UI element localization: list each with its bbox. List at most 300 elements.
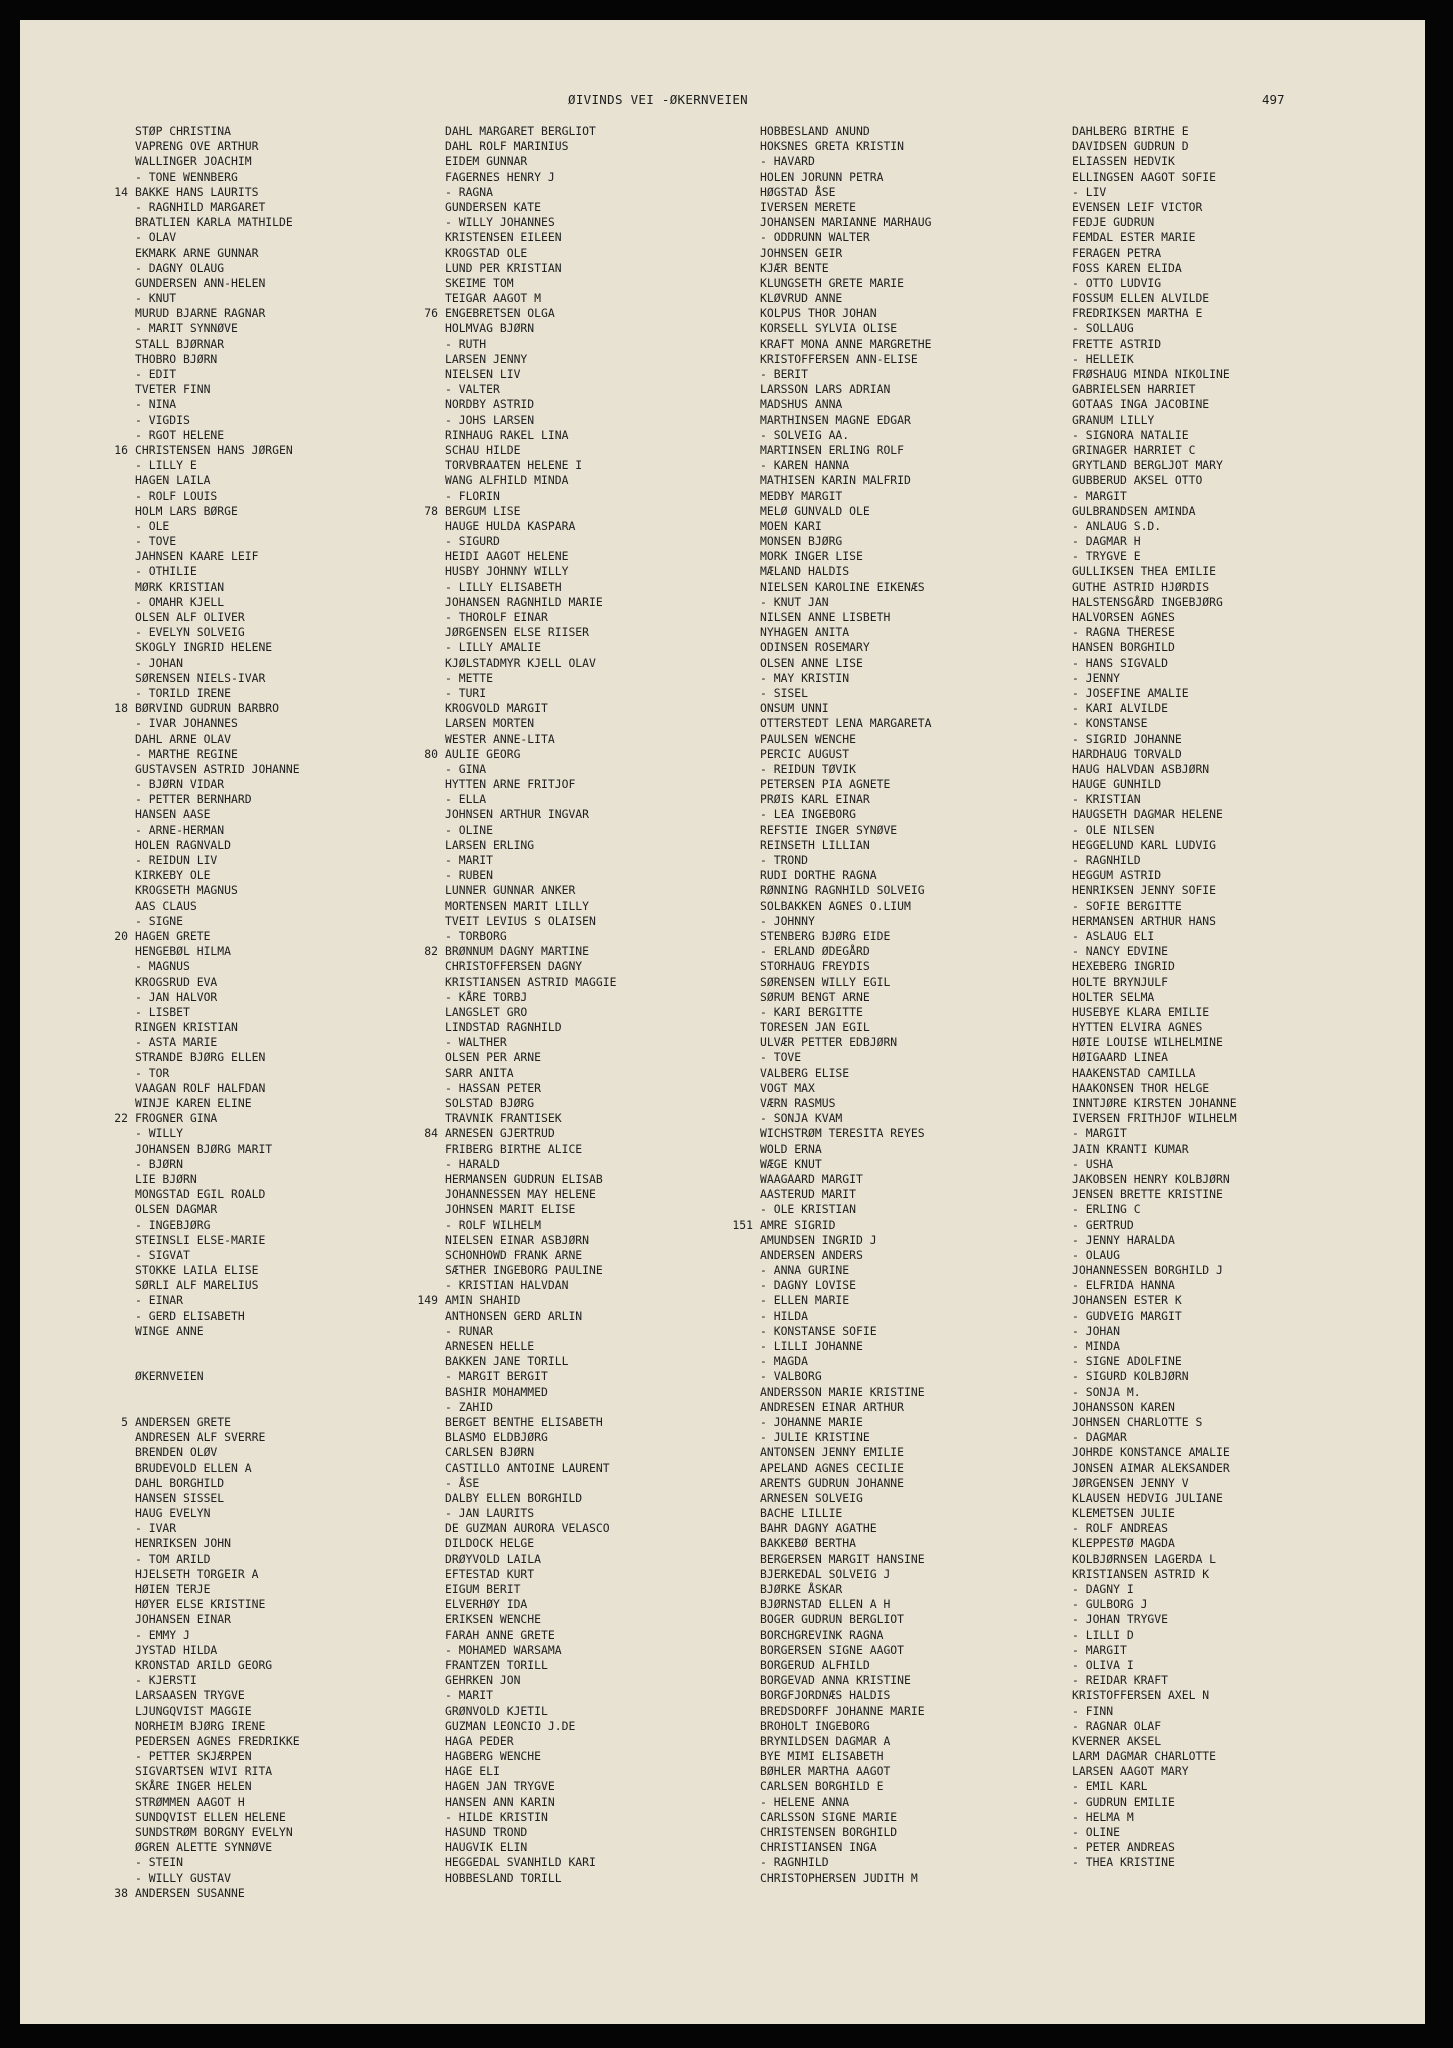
resident-name: NORHEIM BJØRG IRENE <box>135 1718 266 1733</box>
resident-entry <box>1072 1536 1237 1551</box>
house-number: 14 <box>114 184 128 199</box>
resident-entry <box>1072 1491 1237 1506</box>
resident-name: JOHNSEN CHARLOTTE S <box>1072 1414 1203 1429</box>
resident-entry <box>135 1871 300 1886</box>
resident-name: EIDEM GUNNAR <box>445 154 528 169</box>
resident-name: - GULBORG J <box>1072 1597 1148 1612</box>
resident-name: - OLE <box>135 518 170 533</box>
resident-name: - TOVE <box>760 1050 802 1065</box>
house-number: 84 <box>424 1126 438 1141</box>
resident-entry <box>1072 686 1237 701</box>
resident-entry <box>1072 1430 1237 1445</box>
resident-entry <box>760 1187 931 1202</box>
resident-entry <box>135 1552 300 1567</box>
resident-name: GUTHE ASTRID HJØRDIS <box>1072 579 1210 594</box>
resident-entry <box>760 261 931 276</box>
resident-name: - OLINE <box>1072 1825 1121 1839</box>
resident-name: MONGSTAD EGIL ROALD <box>135 1187 266 1202</box>
resident-entry <box>760 1385 931 1400</box>
resident-name: DAHL BORGHILD <box>135 1475 225 1490</box>
resident-name: LARSEN AAGOT MARY <box>1072 1764 1189 1779</box>
resident-entry <box>1072 883 1237 898</box>
resident-name: - JOHNNY <box>760 913 815 928</box>
resident-name: - VIGDIS <box>135 412 190 427</box>
resident-entry <box>1072 1218 1237 1233</box>
resident-name: HOLEN RAGNVALD <box>135 837 232 852</box>
resident-entry <box>760 1202 931 1217</box>
resident-name: STORHAUG FREYDIS <box>760 959 870 974</box>
resident-name: - EINAR <box>135 1293 184 1308</box>
resident-name: FRANTZEN TORILL <box>445 1657 548 1672</box>
resident-entry <box>1072 1795 1237 1810</box>
resident-name: KLUNGSETH GRETE MARIE <box>760 275 905 290</box>
resident-entry <box>121 1414 300 1430</box>
resident-name: CASTILLO ANTOINE LAURENT <box>445 1460 610 1475</box>
resident-name: SUNDQVIST ELLEN HELENE <box>135 1809 286 1824</box>
resident-entry <box>135 1369 300 1384</box>
resident-entry <box>135 306 300 321</box>
resident-name: - SOFIE BERGITTE <box>1072 898 1182 913</box>
resident-name: HAUGE HULDA KASPARA <box>445 518 576 533</box>
resident-entry <box>760 1536 931 1551</box>
resident-entry <box>445 838 616 853</box>
resident-entry <box>135 640 300 655</box>
resident-name: KJØLSTADMYR KJELL OLAV <box>445 655 596 670</box>
resident-name: GABRIELSEN HARRIET <box>1072 382 1196 397</box>
resident-entry <box>1072 1506 1237 1521</box>
resident-name: LUNNER GUNNAR ANKER <box>445 883 576 898</box>
resident-entry <box>1072 170 1237 185</box>
resident-entry <box>760 1764 931 1779</box>
resident-name: BRØNNUM DAGNY MARTINE <box>445 944 590 959</box>
resident-entry <box>135 519 300 534</box>
resident-name: - JOHANNE MARIE <box>760 1414 863 1429</box>
resident-name: CARLSEN BJØRN <box>445 1445 535 1460</box>
resident-name: SØRENSEN WILLY EGIL <box>760 974 891 989</box>
resident-entry <box>1072 610 1237 625</box>
resident-entry <box>135 1628 300 1643</box>
resident-name: TVETER FINN <box>135 382 211 397</box>
resident-name: HAGEN LAILA <box>135 473 211 488</box>
resident-name: HYTTEN ARNE FRITJOF <box>445 777 576 792</box>
resident-name: HANSEN AASE <box>135 807 211 822</box>
resident-name: BOGER GUDRUN BERGLIOT <box>760 1612 905 1627</box>
resident-entry <box>445 1020 616 1035</box>
resident-name: BORGERSEN SIGNE AAGOT <box>760 1642 905 1657</box>
resident-entry <box>445 1810 616 1825</box>
resident-entry <box>760 656 931 671</box>
resident-name: CHRISTOFFERSEN DAGNY <box>445 959 583 974</box>
resident-name: GULBRANDSEN AMINDA <box>1072 503 1196 518</box>
resident-entry <box>445 428 616 443</box>
resident-name: JOHNSEN GEIR <box>760 245 843 260</box>
resident-name: - ROLF WILHELM <box>445 1217 542 1232</box>
resident-entry <box>135 534 300 549</box>
resident-entry <box>1072 413 1237 428</box>
resident-entry <box>135 215 300 230</box>
resident-entry <box>760 1810 931 1825</box>
resident-entry <box>760 1111 931 1126</box>
resident-entry <box>135 1126 300 1141</box>
resident-entry <box>1072 640 1237 655</box>
resident-entry <box>135 276 300 291</box>
resident-name: REINSETH LILLIAN <box>760 837 870 852</box>
resident-name: - GERD ELISABETH <box>135 1308 245 1323</box>
resident-entry <box>445 337 616 352</box>
resident-name: - VALBORG <box>760 1369 822 1384</box>
resident-entry <box>1072 1825 1237 1840</box>
resident-name: SUNDSTRØM BORGNY EVELYN <box>135 1825 293 1839</box>
resident-entry <box>445 519 616 534</box>
resident-entry <box>445 397 616 412</box>
resident-name: - ELLA <box>445 792 487 807</box>
resident-entry <box>760 1278 931 1293</box>
resident-name: HAGE ELI <box>445 1764 500 1779</box>
resident-name: - LISBET <box>135 1004 190 1019</box>
resident-entry <box>760 1081 931 1096</box>
resident-entry <box>760 230 931 245</box>
resident-entry <box>1072 1476 1237 1491</box>
resident-entry <box>135 1157 300 1172</box>
resident-name: HØIGAARD LINEA <box>1072 1050 1169 1065</box>
resident-entry <box>135 1187 300 1202</box>
resident-entry <box>135 1020 300 1035</box>
house-number: 18 <box>114 701 128 716</box>
resident-entry <box>417 1293 616 1308</box>
resident-entry <box>1072 1658 1237 1673</box>
resident-entry <box>1072 382 1237 397</box>
resident-entry <box>445 792 616 807</box>
resident-entry <box>135 124 300 139</box>
house-number: 82 <box>424 944 438 959</box>
resident-entry <box>1072 504 1237 519</box>
resident-name: - KARI BERGITTE <box>760 1004 863 1019</box>
resident-name: - GUDRUN EMILIE <box>1072 1794 1175 1809</box>
resident-entry <box>760 1020 931 1035</box>
resident-entry <box>760 1719 931 1734</box>
resident-name: BRENDEN OLØV <box>135 1445 218 1460</box>
resident-name: LARSAASEN TRYGVE <box>135 1688 245 1703</box>
resident-name: - IVAR <box>135 1521 177 1536</box>
resident-entry <box>445 1461 616 1476</box>
resident-name: HAAKONSEN THOR HELGE <box>1072 1080 1210 1095</box>
resident-name: ANDERSEN SUSANNE <box>135 1885 245 1900</box>
resident-name: HENRIKSEN JENNY SOFIE <box>1072 883 1217 898</box>
resident-entry <box>760 1643 931 1658</box>
resident-entry <box>135 1719 300 1734</box>
resident-entry <box>135 291 300 306</box>
resident-name: - ASTA MARIE <box>135 1035 218 1050</box>
resident-entry <box>135 352 300 367</box>
resident-entry <box>445 1795 616 1810</box>
resident-name: - KONSTANSE SOFIE <box>760 1323 877 1338</box>
resident-entry <box>1072 397 1237 412</box>
resident-name: HAUG EVELYN <box>135 1506 211 1521</box>
resident-entry <box>1072 489 1237 504</box>
resident-entry <box>445 1324 616 1339</box>
resident-name: - RUNAR <box>445 1323 494 1338</box>
resident-name: - JOHS LARSEN <box>445 412 535 427</box>
resident-name: TORESEN JAN EGIL <box>760 1020 870 1035</box>
resident-entry <box>760 215 931 230</box>
resident-name: - ODDRUNN WALTER <box>760 230 870 245</box>
resident-entry <box>760 1704 931 1719</box>
resident-entry <box>445 610 616 625</box>
resident-entry <box>1072 367 1237 382</box>
resident-entry <box>445 716 616 731</box>
resident-entry <box>760 1567 931 1582</box>
resident-name: PRØIS KARL EINAR <box>760 792 870 807</box>
resident-name: - KRISTIAN <box>1072 792 1141 807</box>
resident-name: HOLM LARS BØRGE <box>135 503 238 518</box>
resident-entry <box>760 625 931 640</box>
resident-entry <box>760 1582 931 1597</box>
resident-entry <box>135 200 300 215</box>
resident-name: - RUTH <box>445 336 487 351</box>
resident-name: HARDHAUG TORVALD <box>1072 746 1182 761</box>
resident-name: - SIGRID JOHANNE <box>1072 731 1182 746</box>
resident-entry <box>445 580 616 595</box>
resident-entry <box>760 1871 931 1886</box>
resident-name: LARSEN ERLING <box>445 837 535 852</box>
resident-entry <box>424 306 616 321</box>
resident-entry <box>1072 1202 1237 1217</box>
resident-name: ANDERSEN ANDERS <box>760 1247 863 1262</box>
resident-entry <box>760 686 931 701</box>
resident-name: - VALTER <box>445 382 500 397</box>
resident-entry <box>114 928 300 944</box>
resident-entry <box>1072 1415 1237 1430</box>
resident-name: SØRLI ALF MARELIUS <box>135 1278 259 1293</box>
resident-entry <box>1072 428 1237 443</box>
resident-name: STOKKE LAILA ELISE <box>135 1263 259 1278</box>
resident-entry <box>445 1719 616 1734</box>
resident-entry <box>445 382 616 397</box>
resident-entry <box>1072 1567 1237 1582</box>
resident-entry <box>445 1506 616 1521</box>
resident-entry <box>760 1734 931 1749</box>
resident-entry <box>135 732 300 747</box>
resident-entry <box>760 883 931 898</box>
resident-entry <box>135 883 300 898</box>
resident-entry <box>760 914 931 929</box>
resident-entry <box>760 1354 931 1369</box>
resident-entry <box>760 489 931 504</box>
resident-name: HAGEN GRETE <box>135 928 211 943</box>
resident-name: - INGEBJØRG <box>135 1217 211 1232</box>
resident-entry <box>445 1673 616 1688</box>
resident-name: JAHNSEN KAARE LEIF <box>135 549 259 564</box>
resident-entry <box>445 1521 616 1536</box>
resident-name: - KNUT <box>135 291 177 306</box>
resident-entry <box>760 1521 931 1536</box>
resident-name: HAUGSETH DAGMAR HELENE <box>1072 807 1223 822</box>
house-number: 80 <box>424 746 438 761</box>
resident-entry <box>445 1081 616 1096</box>
resident-entry <box>135 1597 300 1612</box>
resident-name: KORSELL SYLVIA OLISE <box>760 321 898 336</box>
resident-name: TEIGAR AAGOT M <box>445 291 542 306</box>
resident-entry <box>445 701 616 716</box>
resident-entry <box>135 1354 300 1369</box>
resident-entry <box>114 184 300 200</box>
resident-name: - HELLEIK <box>1072 351 1134 366</box>
resident-name: - STEIN <box>135 1855 184 1870</box>
directory-page <box>20 20 1425 2024</box>
resident-entry <box>445 549 616 564</box>
resident-entry <box>1072 246 1237 261</box>
resident-entry <box>135 1840 300 1855</box>
resident-entry <box>445 1552 616 1567</box>
resident-name: GRYTLAND BERGLJOT MARY <box>1072 458 1223 473</box>
resident-name: HEXEBERG INGRID <box>1072 959 1175 974</box>
resident-entry <box>1072 1126 1237 1141</box>
resident-entry <box>135 1643 300 1658</box>
resident-name: HØGSTAD ÅSE <box>760 184 836 199</box>
resident-entry <box>1072 1339 1237 1354</box>
resident-entry <box>445 1066 616 1081</box>
resident-name: HANSEN BORGHILD <box>1072 640 1175 655</box>
resident-name: - TONE WENNBERG <box>135 169 238 184</box>
resident-entry <box>135 1248 300 1263</box>
house-number: 151 <box>732 1217 753 1232</box>
resident-name: - EMMY J <box>135 1627 190 1642</box>
resident-name: - DAGMAR <box>1072 1430 1127 1445</box>
resident-entry <box>1072 1050 1237 1065</box>
resident-name: GUSTAVSEN ASTRID JOHANNE <box>135 761 300 776</box>
resident-entry <box>760 170 931 185</box>
resident-entry <box>445 1263 616 1278</box>
resident-name: GEHRKEN JON <box>445 1673 521 1688</box>
resident-name: HYTTEN ELVIRA AGNES <box>1072 1020 1203 1035</box>
resident-entry <box>135 1324 300 1339</box>
resident-name: - SIGNORA NATALIE <box>1072 427 1189 442</box>
resident-entry <box>445 230 616 245</box>
resident-entry <box>445 1172 616 1187</box>
resident-entry <box>1072 1278 1237 1293</box>
resident-name: ANTONSEN JENNY EMILIE <box>760 1445 905 1460</box>
resident-entry <box>445 990 616 1005</box>
resident-entry <box>1072 823 1237 838</box>
resident-entry <box>1072 1582 1237 1597</box>
resident-name: - ARNE-HERMAN <box>135 822 225 837</box>
resident-entry <box>1072 1369 1237 1384</box>
resident-name: JØRGENSEN JENNY V <box>1072 1475 1189 1490</box>
resident-entry <box>135 1855 300 1870</box>
resident-entry <box>135 807 300 822</box>
resident-name: DAHL ARNE OLAV <box>135 731 232 746</box>
resident-entry <box>135 1704 300 1719</box>
resident-entry <box>135 1066 300 1081</box>
resident-entry <box>1072 1142 1237 1157</box>
resident-entry <box>135 1673 300 1688</box>
resident-name: KROGSTAD OLE <box>445 245 528 260</box>
resident-entry <box>135 959 300 974</box>
resident-name: JOHNSEN ARTHUR INGVAR <box>445 807 590 822</box>
resident-name: WOLD ERNA <box>760 1141 822 1156</box>
resident-name: THOBRO BJØRN <box>135 351 218 366</box>
resident-name: KOLBJØRNSEN LAGERDA L <box>1072 1551 1217 1566</box>
resident-name: DAHLBERG BIRTHE E <box>1072 124 1189 138</box>
resident-name: - TORILD IRENE <box>135 685 232 700</box>
resident-name: MURUD BJARNE RAGNAR <box>135 306 266 321</box>
resident-name: - DAGNY LOVISE <box>760 1278 857 1293</box>
resident-name: LANGSLET GRO <box>445 1004 528 1019</box>
resident-entry <box>1072 337 1237 352</box>
resident-name: - REIDAR KRAFT <box>1072 1673 1169 1688</box>
resident-name: - TRYGVE E <box>1072 549 1141 564</box>
resident-entry <box>760 1506 931 1521</box>
resident-name: FOSS KAREN ELIDA <box>1072 260 1182 275</box>
resident-name: REFSTIE INGER SYNØVE <box>760 822 898 837</box>
resident-entry <box>135 838 300 853</box>
house-number: 5 <box>121 1414 128 1429</box>
resident-entry <box>445 1142 616 1157</box>
resident-entry <box>445 1233 616 1248</box>
resident-entry <box>135 1096 300 1111</box>
resident-name: OLSEN ANNE LISE <box>760 655 863 670</box>
resident-name: HUSBY JOHNNY WILLY <box>445 564 569 579</box>
resident-name: - MARIT <box>445 853 494 867</box>
resident-name: - DAGNY I <box>1072 1582 1134 1596</box>
resident-entry <box>445 823 616 838</box>
resident-name: BORCHGREVINK RAGNA <box>760 1627 884 1642</box>
resident-entry <box>135 899 300 914</box>
resident-entry <box>732 1217 931 1233</box>
resident-entry <box>760 1430 931 1445</box>
resident-entry <box>1072 1521 1237 1536</box>
resident-entry <box>424 1126 616 1141</box>
resident-name: RØNNING RAGNHILD SOLVEIG <box>760 883 925 898</box>
resident-entry <box>1072 1385 1237 1400</box>
resident-name: BASHIR MOHAMMED <box>445 1384 548 1399</box>
resident-entry <box>445 276 616 291</box>
resident-entry <box>1072 458 1237 473</box>
resident-name: SOLSTAD BJØRG <box>445 1096 535 1110</box>
resident-name: - SOLLAUG <box>1072 321 1134 336</box>
resident-name: LARM DAGMAR CHARLOTTE <box>1072 1749 1217 1764</box>
resident-name: ARENTS GUDRUN JOHANNE <box>760 1475 905 1490</box>
resident-entry <box>1072 929 1237 944</box>
resident-name: HAGA PEDER <box>445 1733 514 1748</box>
resident-entry <box>114 442 300 458</box>
house-number: 38 <box>114 1885 128 1900</box>
resident-entry <box>445 261 616 276</box>
resident-name: CARLSSON SIGNE MARIE <box>760 1809 898 1824</box>
resident-entry <box>135 777 300 792</box>
resident-entry <box>135 671 300 686</box>
resident-name: - JENNY <box>1072 670 1121 685</box>
resident-entry <box>1072 321 1237 336</box>
resident-entry <box>1072 1263 1237 1278</box>
resident-entry <box>445 1339 616 1354</box>
resident-name: - KNUT JAN <box>760 594 829 609</box>
resident-name: JOHANSEN ESTER K <box>1072 1293 1182 1308</box>
resident-entry <box>760 777 931 792</box>
resident-name: - SIGNE ADOLFINE <box>1072 1354 1182 1369</box>
resident-name: WINJE KAREN ELINE <box>135 1096 252 1110</box>
resident-name: - ANNA GURINE <box>760 1263 850 1278</box>
resident-entry <box>445 1218 616 1233</box>
resident-entry <box>445 1688 616 1703</box>
resident-entry <box>445 1278 616 1293</box>
resident-name: SOLBAKKEN AGNES O.LIUM <box>760 898 911 913</box>
resident-entry <box>760 1035 931 1050</box>
resident-entry <box>1072 185 1237 200</box>
resident-name: JOHANNESSEN BORGHILD J <box>1072 1263 1223 1278</box>
resident-entry <box>760 1142 931 1157</box>
resident-entry <box>760 549 931 564</box>
